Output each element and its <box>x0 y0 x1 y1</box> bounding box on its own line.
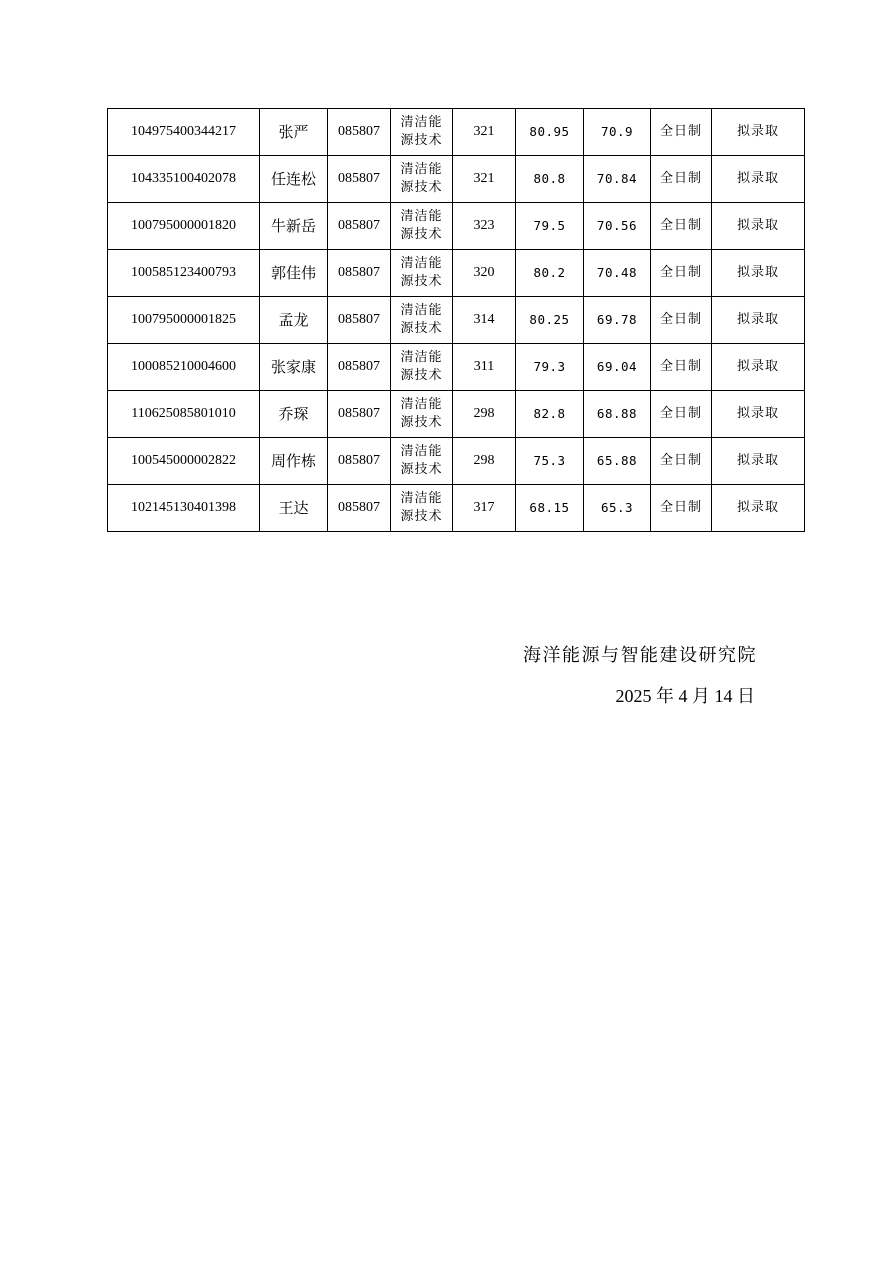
cell-initial-score: 311 <box>453 344 516 391</box>
cell-study-type: 全日制 <box>651 203 712 250</box>
cell-major-name <box>391 250 453 297</box>
cell-initial-score: 323 <box>453 203 516 250</box>
major-name-line2: 源技术 <box>400 180 443 195</box>
cell-admission-result: 拟录取 <box>712 297 805 344</box>
major-name-line1: 清洁能 <box>400 350 443 365</box>
cell-student-name: 郭佳伟 <box>260 250 328 297</box>
cell-major-name <box>391 297 453 344</box>
cell-initial-score: 298 <box>453 438 516 485</box>
table-row <box>108 109 805 156</box>
cell-study-type: 全日制 <box>651 391 712 438</box>
table-body <box>108 109 805 532</box>
table-row <box>108 391 805 438</box>
major-name-line2: 源技术 <box>400 133 443 148</box>
major-name-line1: 清洁能 <box>400 397 443 412</box>
cell-study-type: 全日制 <box>651 438 712 485</box>
cell-admission-result: 拟录取 <box>712 391 805 438</box>
cell-candidate-id: 110625085801010 <box>108 391 260 438</box>
cell-student-name: 乔琛 <box>260 391 328 438</box>
cell-major-name <box>391 485 453 532</box>
major-name-line2: 源技术 <box>400 462 443 477</box>
major-name-line1: 清洁能 <box>400 115 443 130</box>
cell-student-name: 王达 <box>260 485 328 532</box>
cell-retest-score: 80.8 <box>516 156 584 203</box>
cell-student-name: 张家康 <box>260 344 328 391</box>
cell-student-name: 周作栋 <box>260 438 328 485</box>
cell-retest-score: 79.3 <box>516 344 584 391</box>
cell-student-name: 任连松 <box>260 156 328 203</box>
cell-total-score: 65.88 <box>584 438 651 485</box>
cell-candidate-id: 100085210004600 <box>108 344 260 391</box>
cell-study-type: 全日制 <box>651 109 712 156</box>
cell-study-type: 全日制 <box>651 485 712 532</box>
cell-major-code: 085807 <box>328 109 391 156</box>
cell-candidate-id: 104975400344217 <box>108 109 260 156</box>
table-row <box>108 297 805 344</box>
table-row <box>108 344 805 391</box>
cell-admission-result: 拟录取 <box>712 156 805 203</box>
cell-total-score: 70.48 <box>584 250 651 297</box>
cell-admission-result: 拟录取 <box>712 344 805 391</box>
cell-candidate-id: 102145130401398 <box>108 485 260 532</box>
cell-total-score: 69.78 <box>584 297 651 344</box>
signature-date: 2025 年 4 月 14 日 <box>615 686 755 706</box>
cell-retest-score: 80.95 <box>516 109 584 156</box>
major-name-line1: 清洁能 <box>400 303 443 318</box>
cell-initial-score: 320 <box>453 250 516 297</box>
cell-initial-score: 321 <box>453 156 516 203</box>
table-row <box>108 485 805 532</box>
major-name-line1: 清洁能 <box>400 209 443 224</box>
major-name-line2: 源技术 <box>400 509 443 524</box>
major-name-line2: 源技术 <box>400 227 443 242</box>
cell-major-name <box>391 344 453 391</box>
cell-retest-score: 75.3 <box>516 438 584 485</box>
cell-total-score: 70.9 <box>584 109 651 156</box>
cell-retest-score: 80.2 <box>516 250 584 297</box>
cell-total-score: 70.56 <box>584 203 651 250</box>
cell-admission-result: 拟录取 <box>712 438 805 485</box>
cell-major-code: 085807 <box>328 250 391 297</box>
cell-major-code: 085807 <box>328 485 391 532</box>
cell-candidate-id: 100795000001825 <box>108 297 260 344</box>
major-name-line2: 源技术 <box>400 415 443 430</box>
cell-initial-score: 317 <box>453 485 516 532</box>
cell-retest-score: 68.15 <box>516 485 584 532</box>
cell-admission-result: 拟录取 <box>712 250 805 297</box>
cell-student-name: 牛新岳 <box>260 203 328 250</box>
cell-total-score: 70.84 <box>584 156 651 203</box>
cell-total-score: 69.04 <box>584 344 651 391</box>
cell-initial-score: 314 <box>453 297 516 344</box>
cell-major-code: 085807 <box>328 438 391 485</box>
cell-candidate-id: 100795000001820 <box>108 203 260 250</box>
cell-admission-result: 拟录取 <box>712 203 805 250</box>
major-name-line1: 清洁能 <box>400 491 443 506</box>
cell-admission-result: 拟录取 <box>712 109 805 156</box>
cell-major-name <box>391 203 453 250</box>
cell-initial-score: 321 <box>453 109 516 156</box>
cell-retest-score: 80.25 <box>516 297 584 344</box>
major-name-line2: 源技术 <box>400 274 443 289</box>
cell-major-name <box>391 391 453 438</box>
cell-major-code: 085807 <box>328 203 391 250</box>
admission-table-container <box>107 108 804 532</box>
table-row <box>108 156 805 203</box>
cell-total-score: 65.3 <box>584 485 651 532</box>
signature-block <box>523 636 757 716</box>
cell-candidate-id: 104335100402078 <box>108 156 260 203</box>
cell-major-code: 085807 <box>328 391 391 438</box>
cell-major-name <box>391 438 453 485</box>
cell-candidate-id: 100545000002822 <box>108 438 260 485</box>
cell-study-type: 全日制 <box>651 297 712 344</box>
cell-major-code: 085807 <box>328 297 391 344</box>
table-row <box>108 250 805 297</box>
cell-study-type: 全日制 <box>651 156 712 203</box>
cell-admission-result: 拟录取 <box>712 485 805 532</box>
cell-student-name: 张严 <box>260 109 328 156</box>
cell-candidate-id: 100585123400793 <box>108 250 260 297</box>
cell-total-score: 68.88 <box>584 391 651 438</box>
table-row <box>108 203 805 250</box>
table-row <box>108 438 805 485</box>
cell-major-name <box>391 109 453 156</box>
cell-student-name: 孟龙 <box>260 297 328 344</box>
major-name-line1: 清洁能 <box>400 444 443 459</box>
cell-study-type: 全日制 <box>651 250 712 297</box>
major-name-line2: 源技术 <box>400 368 443 383</box>
cell-major-code: 085807 <box>328 156 391 203</box>
cell-retest-score: 82.8 <box>516 391 584 438</box>
major-name-line2: 源技术 <box>400 321 443 336</box>
major-name-line1: 清洁能 <box>400 162 443 177</box>
cell-retest-score: 79.5 <box>516 203 584 250</box>
cell-major-name <box>391 156 453 203</box>
cell-study-type: 全日制 <box>651 344 712 391</box>
major-name-line1: 清洁能 <box>400 256 443 271</box>
signature-org: 海洋能源与智能建设研究院 <box>523 645 757 666</box>
cell-initial-score: 298 <box>453 391 516 438</box>
admission-table <box>107 108 805 532</box>
cell-major-code: 085807 <box>328 344 391 391</box>
